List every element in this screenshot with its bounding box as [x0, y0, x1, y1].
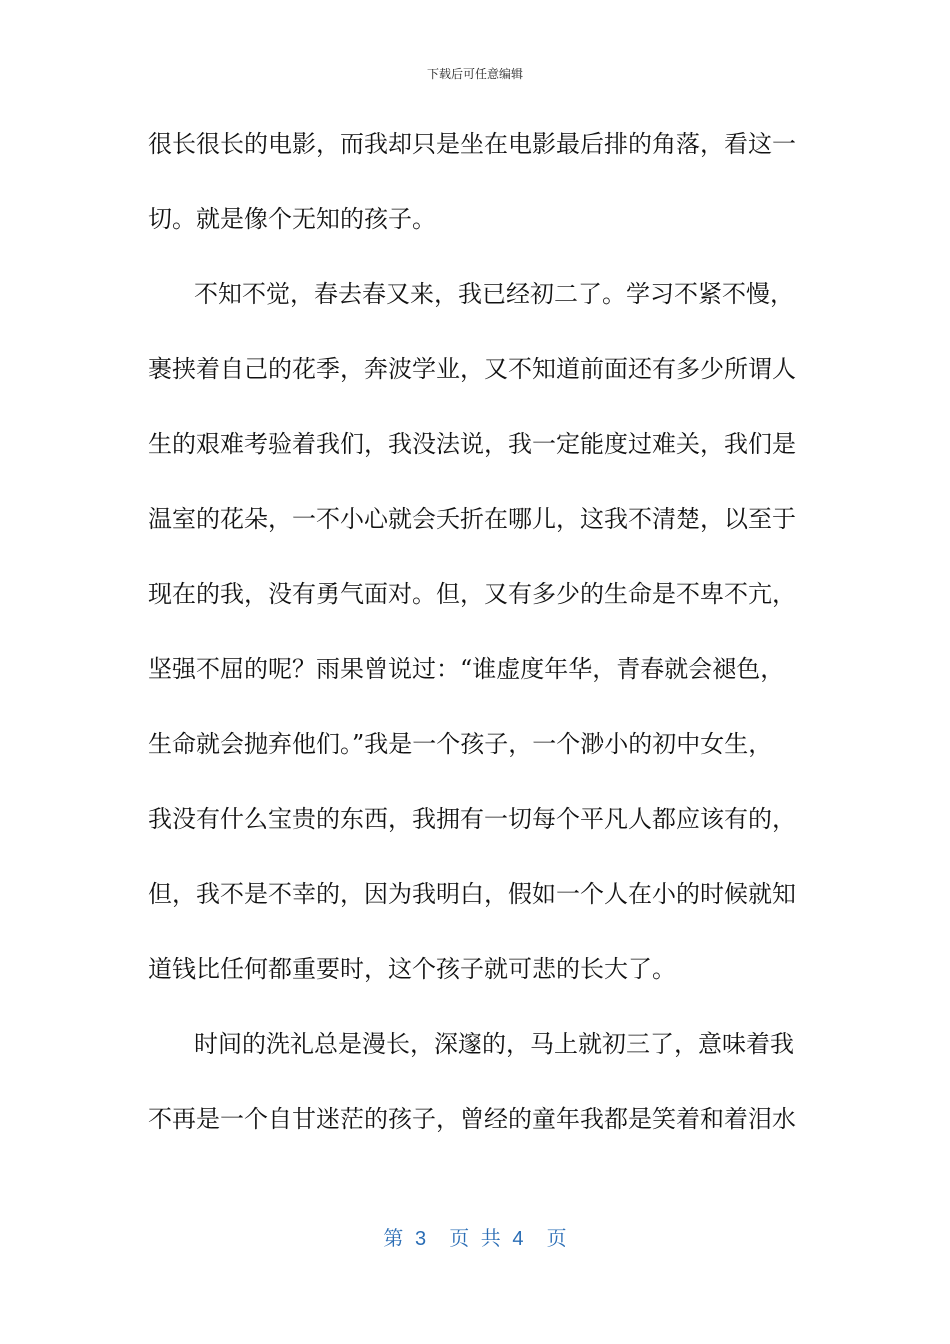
text-line: 现在的我，没有勇气面对。但，又有多少的生命是不卑不亢， [148, 580, 796, 608]
page-number-footer: 第 3 页 共 4 页 [383, 1228, 567, 1250]
text-line: 道钱比任何都重要时，这个孩子就可悲的长大了。 [148, 955, 676, 983]
text-line: 生命就会抛弃他们。”我是一个孩子，一个渺小的初中女生， [148, 730, 773, 758]
text-line: 裹挟着自己的花季，奔波学业，又不知道前面还有多少所谓人 [148, 355, 796, 383]
text-line: 坚强不屈的呢？雨果曾说过：“谁虚度年华，青春就会褪色， [148, 655, 785, 683]
text-line: 不再是一个自甘迷茫的孩子，曾经的童年我都是笑着和着泪水 [148, 1105, 796, 1133]
text-line: 温室的花朵，一不小心就会夭折在哪儿，这我不清楚，以至于 [148, 505, 796, 533]
page-header-note: 下载后可任意编辑 [426, 67, 523, 81]
text-line: 时间的洗礼总是漫长，深邃的，马上就初三了，意味着我 [194, 1030, 794, 1058]
text-line: 很长很长的电影，而我却只是坐在电影最后排的角落，看这一 [148, 130, 796, 158]
text-line: 不知不觉，春去春又来，我已经初二了。学习不紧不慢， [194, 280, 794, 308]
text-line: 切。就是像个无知的孩子。 [148, 205, 436, 233]
text-line: 我没有什么宝贵的东西，我拥有一切每个平凡人都应该有的， [148, 805, 796, 833]
text-line: 但，我不是不幸的，因为我明白，假如一个人在小的时候就知 [148, 880, 796, 908]
text-line: 生的艰难考验着我们，我没法说，我一定能度过难关，我们是 [148, 430, 796, 458]
